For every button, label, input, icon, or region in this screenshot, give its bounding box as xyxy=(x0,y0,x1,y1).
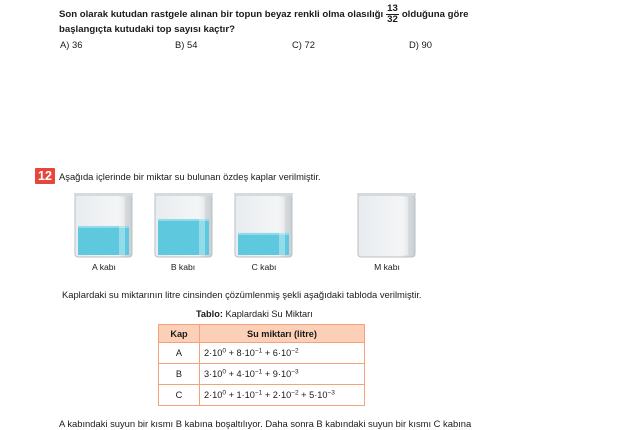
header-kap: Kap xyxy=(159,325,200,343)
question-text: Son olarak kutudan rastgele alınan bir topun beyaz renkli olma olasılığı xyxy=(59,8,384,20)
glass-highlight xyxy=(199,197,205,255)
question-prompt: Aşağıda içlerinde bir miktar su bulunan özdeş kaplar verilmiştir. xyxy=(59,171,321,182)
beaker-c xyxy=(234,193,293,257)
question-text-line2: başlangıçta kutudaki top sayısı kaçtır? xyxy=(59,24,235,35)
cell-kap: A xyxy=(159,343,200,364)
option-a[interactable]: A) 36 xyxy=(60,39,83,50)
glass-highlight xyxy=(402,197,408,255)
beaker-rim xyxy=(154,193,213,196)
beaker-label-a: A kabı xyxy=(92,262,116,272)
fraction-numerator: 13 xyxy=(387,3,398,14)
option-b[interactable]: B) 54 xyxy=(175,39,198,50)
option-c[interactable]: C) 72 xyxy=(292,39,315,50)
table-caption-text: Kaplardaki Su Miktarı xyxy=(225,309,313,319)
question-text-after: olduğuna göre xyxy=(401,8,469,20)
glass-highlight xyxy=(119,197,125,255)
cell-su-miktari: $3\cdot 10^0 + 4\cdot 10^{-1} + 9\cdot 10^{-3}$ xyxy=(200,364,365,385)
cell-kap: B xyxy=(159,364,200,385)
cell-su-miktari: $2\cdot 10^0 + 8\cdot 10^{-1} + 6\cdot 10^{-2}$ xyxy=(200,343,365,364)
beaker-a xyxy=(74,193,133,257)
glass-highlight xyxy=(279,197,285,255)
cell-kap: C xyxy=(159,385,200,406)
beaker-label-b: B kabı xyxy=(170,262,196,272)
table-description: Kaplardaki su miktarının litre cinsinden çözümlenmiş şekli aşağıdaki tabloda verilmiştir. xyxy=(62,289,422,300)
cell-su-miktari: $2\cdot 10^0 + 1\cdot 10^{-1} + 2\cdot 10^{-2} + 5\cdot 10^{-3}$ xyxy=(200,385,365,406)
beaker-rim xyxy=(357,193,416,196)
beaker-rim xyxy=(234,193,293,196)
beaker-label-m: M kabı xyxy=(374,262,400,272)
table-row xyxy=(159,385,365,406)
question-number-badge: 12 xyxy=(35,168,55,184)
option-d[interactable]: D) 90 xyxy=(409,39,432,50)
table-row xyxy=(159,364,365,385)
beaker-m xyxy=(357,193,416,257)
table-row xyxy=(159,343,365,364)
continuation-text: A kabındaki suyun bir kısmı B kabına boşaltılıyor. Daha sonra B kabındaki suyun bir kısmı C kabına xyxy=(59,418,472,429)
beaker-rim xyxy=(74,193,133,196)
beaker-b xyxy=(154,193,213,257)
water-amount-table xyxy=(158,324,365,406)
fraction-denominator: 32 xyxy=(387,14,398,25)
beaker-label-c: C kabı xyxy=(251,262,277,272)
table-caption-prefix: Tablo: xyxy=(196,309,223,319)
header-su-miktari: Su miktarı (litre) xyxy=(200,325,365,343)
table-caption xyxy=(196,309,313,319)
